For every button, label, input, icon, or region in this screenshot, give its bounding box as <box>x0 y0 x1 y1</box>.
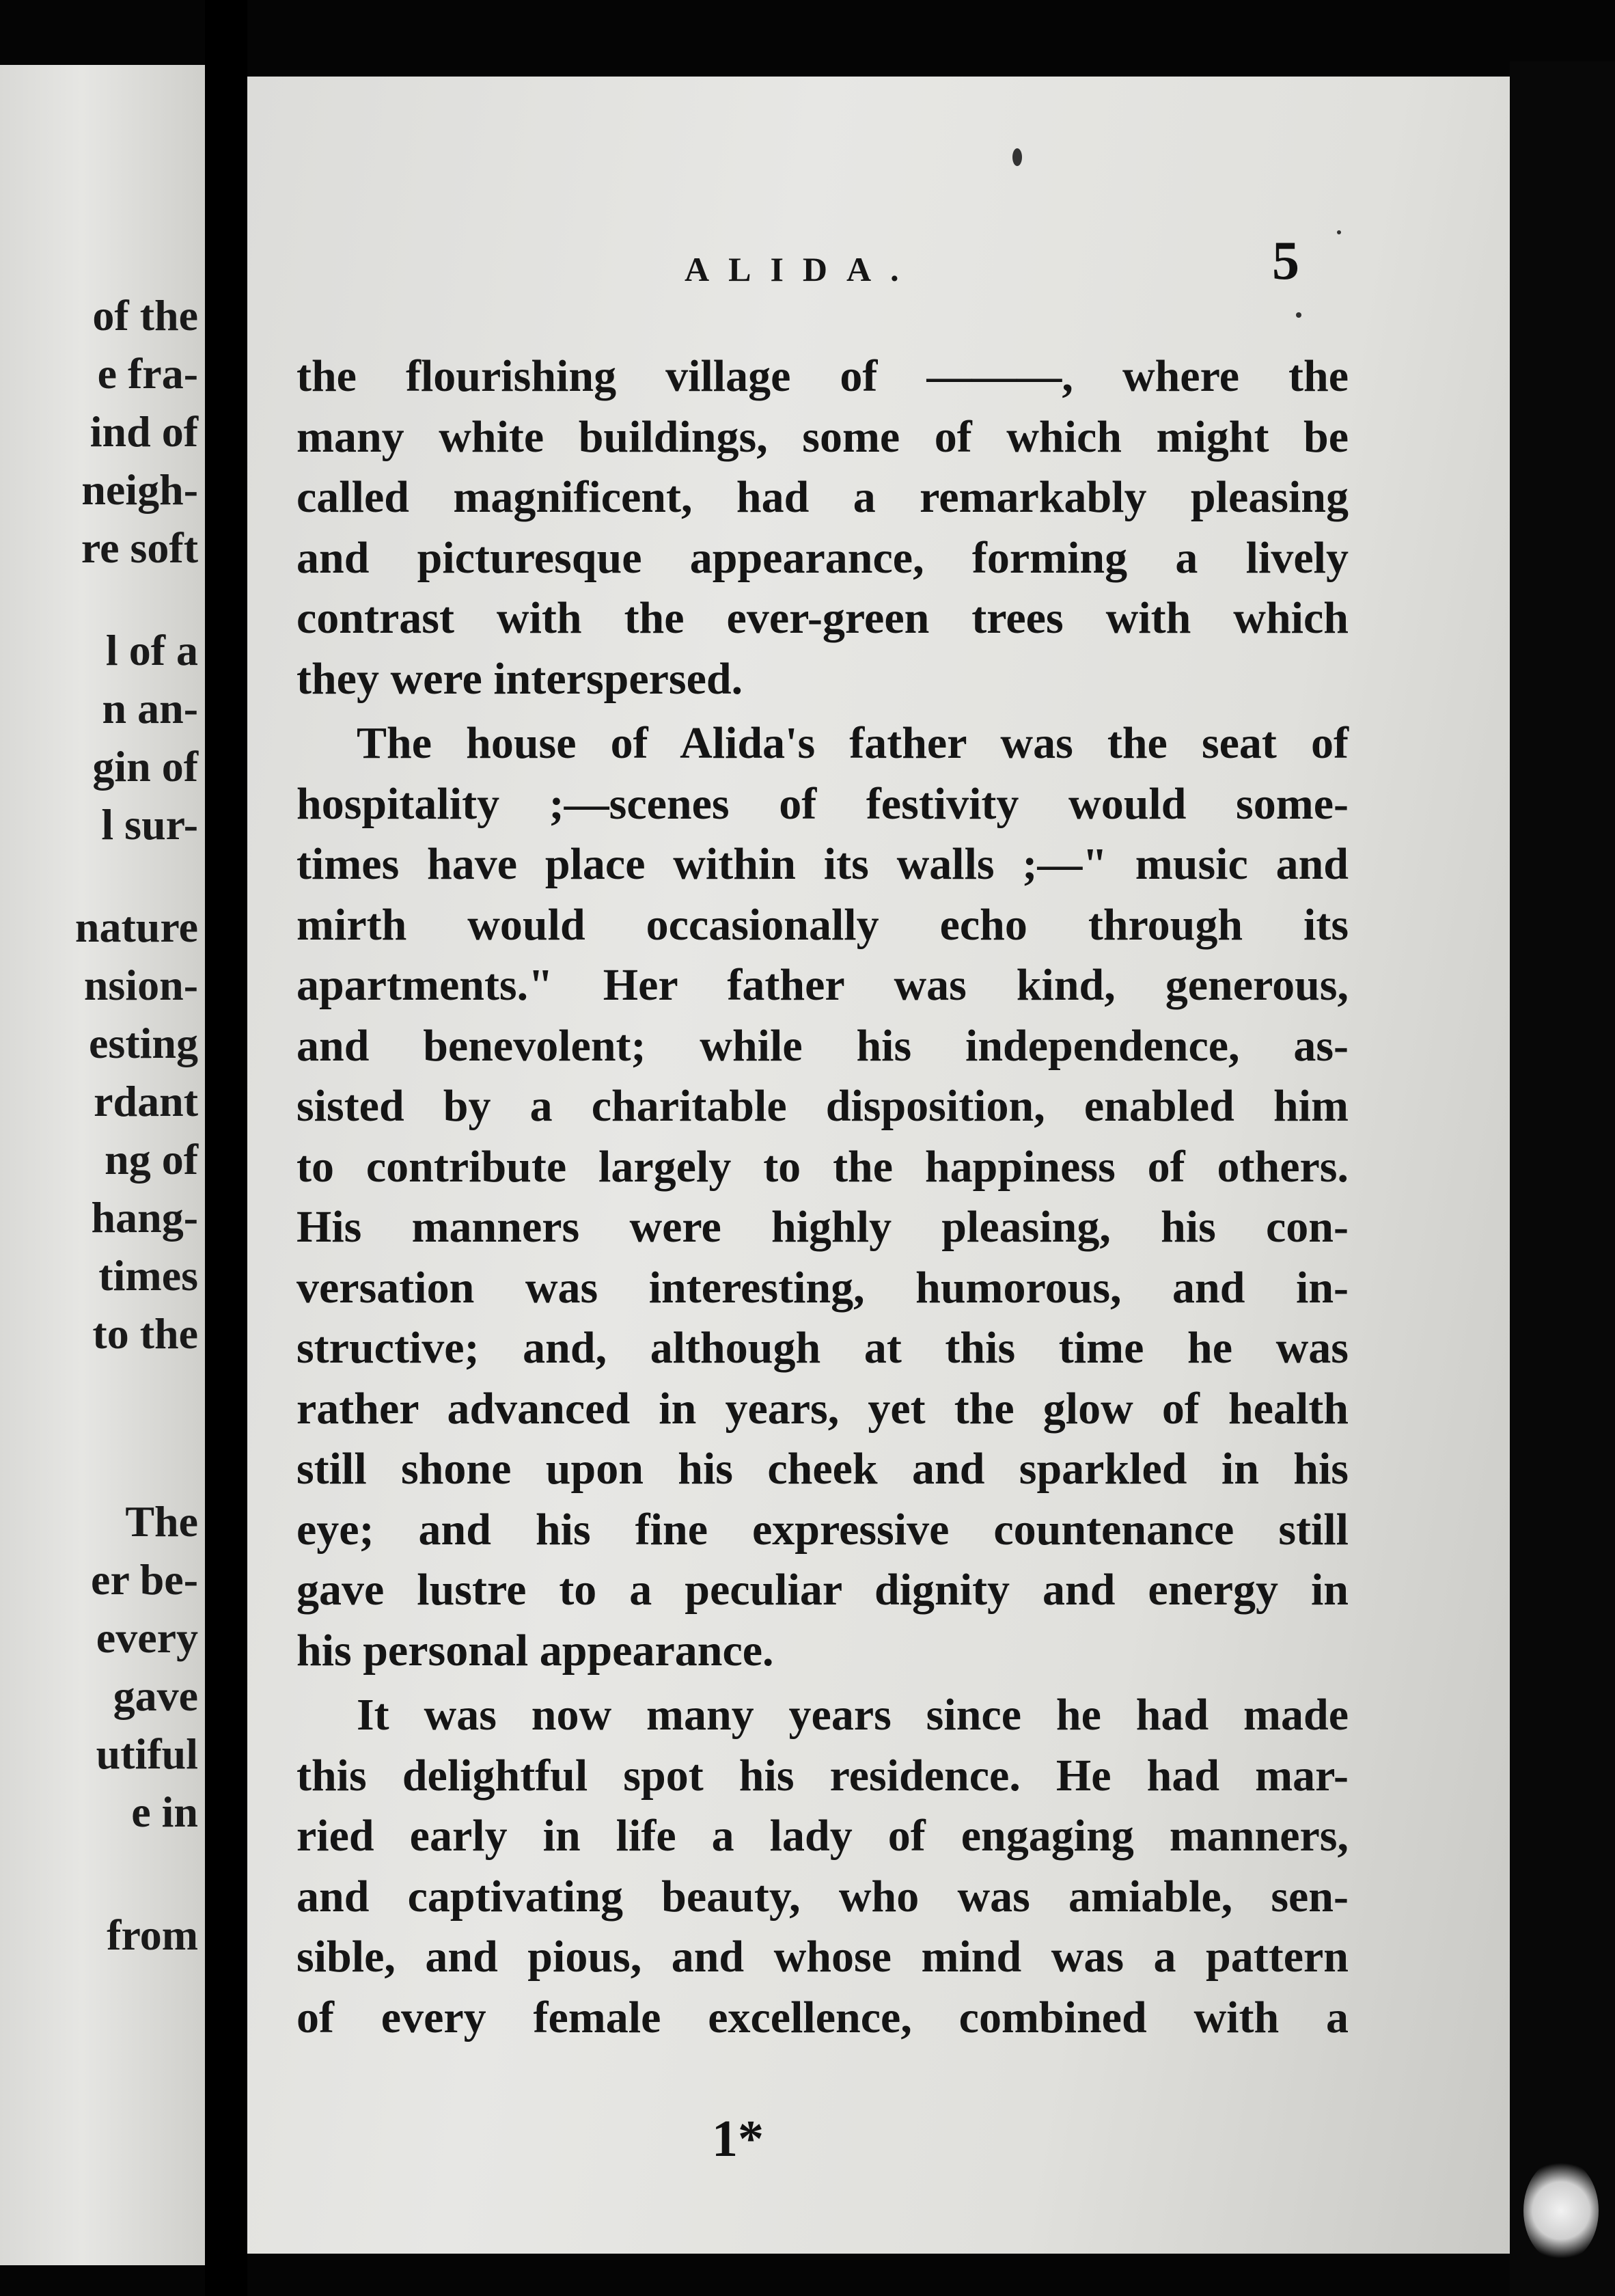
text-line: structive; and, although at this time he was <box>296 1323 1349 1373</box>
light-glare <box>1523 2159 1599 2262</box>
text-line: ried early in life a lady of engaging manners, <box>296 1811 1349 1861</box>
text-line: His manners were highly pleasing, his con- <box>296 1202 1349 1252</box>
text-line: times have place within its walls ;—" music and <box>296 839 1349 889</box>
left-page-line: nature <box>74 903 198 951</box>
left-page-line: l of a <box>105 626 198 674</box>
text-line: many white buildings, some of which might be <box>296 411 1349 462</box>
left-page-line: l sur- <box>101 800 198 849</box>
signature-mark: 1* <box>712 2110 764 2168</box>
text-line: mirth would occasionally echo through its <box>296 899 1349 950</box>
text-line: the flourishing village of ———, where the <box>296 351 1349 401</box>
left-page-line: hang- <box>91 1193 198 1242</box>
left-page-line: re soft <box>81 523 198 572</box>
left-page-line: The <box>125 1497 198 1546</box>
text-line: sisted by a charitable disposition, enabled him <box>296 1081 1349 1131</box>
text-line: and picturesque appearance, forming a lively <box>296 532 1349 583</box>
body-text <box>296 346 1349 2048</box>
left-page-line: gave <box>113 1671 198 1720</box>
text-line: It was now many years since he had made <box>357 1690 1349 1740</box>
text-line: still shone upon his cheek and sparkled in his <box>296 1444 1349 1494</box>
paragraph <box>296 346 1349 709</box>
left-page <box>0 65 205 2265</box>
book-gutter <box>205 0 247 2296</box>
left-page-line: to the <box>92 1309 198 1358</box>
ink-speck <box>1012 148 1022 166</box>
text-line: rather advanced in years, yet the glow of health <box>296 1383 1349 1434</box>
text-line: to contribute largely to the happiness of others. <box>296 1141 1349 1192</box>
left-page-line: ind of <box>89 407 198 456</box>
left-page-line: e in <box>131 1788 198 1836</box>
left-page-line: gin of <box>92 742 198 791</box>
text-line: apartments." Her father was kind, generous, <box>296 960 1349 1010</box>
text-line: this delightful spot his residence. He had mar- <box>296 1750 1349 1801</box>
left-page-line: esting <box>89 1019 198 1067</box>
left-page-line: from <box>107 1911 198 1959</box>
left-page-line: every <box>96 1613 198 1662</box>
left-page-line: rdant <box>94 1077 198 1125</box>
text-line: eye; and his fine expressive countenance still <box>296 1504 1349 1555</box>
right-edge-shadow <box>1510 62 1615 2296</box>
text-line: his personal appearance. <box>296 1625 774 1676</box>
left-page-line: utiful <box>96 1730 198 1778</box>
text-line: called magnificent, had a remarkably pleasing <box>296 472 1349 522</box>
paragraph <box>296 1685 1349 2048</box>
text-line: contrast with the ever-green trees with which <box>296 593 1349 643</box>
ink-speck <box>1296 312 1301 318</box>
paragraph <box>296 713 1349 1681</box>
left-page-line: neigh- <box>81 465 198 514</box>
text-line: sible, and pious, and whose mind was a pattern <box>296 1932 1349 1982</box>
left-page-line: ng of <box>105 1135 198 1184</box>
left-page-line: n an- <box>102 684 198 733</box>
text-line: hospitality ;—scenes of festivity would some- <box>296 778 1349 829</box>
text-line: and benevolent; while his independence, as- <box>296 1020 1349 1071</box>
main-page <box>247 77 1510 2254</box>
left-page-line: er be- <box>91 1555 198 1604</box>
left-page-line: times <box>98 1251 198 1300</box>
ink-speck <box>1337 230 1341 234</box>
text-line: gave lustre to a peculiar dignity and energy in <box>296 1565 1349 1615</box>
text-line: and captivating beauty, who was amiable, sen- <box>296 1871 1349 1922</box>
text-line: they were interspersed. <box>296 653 743 704</box>
text-line: The house of Alida's father was the seat of <box>357 718 1349 768</box>
text-line: versation was interesting, humorous, and in- <box>296 1262 1349 1313</box>
running-head: ALIDA. <box>685 250 918 288</box>
text-line: of every female excellence, combined with a <box>296 1992 1349 2042</box>
left-page-line: nsion- <box>83 961 198 1009</box>
left-page-line: e fra- <box>97 349 198 398</box>
left-page-line: of the <box>92 291 198 340</box>
page-number: 5 <box>1272 231 1299 291</box>
